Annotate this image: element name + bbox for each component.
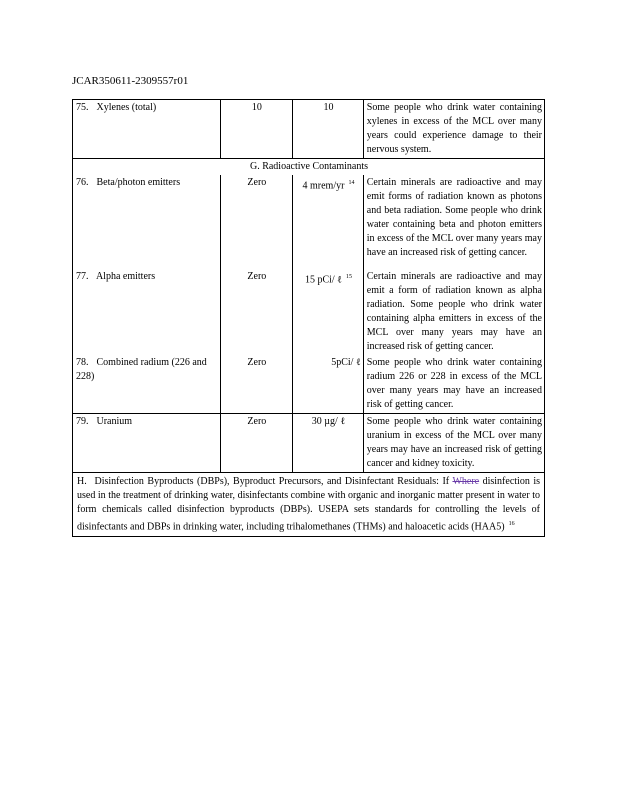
table-row [73, 414, 545, 473]
mcl-cell: 30 µg/ ℓ [293, 414, 364, 473]
mclg-cell: Zero [220, 269, 293, 355]
mcl-cell [293, 269, 364, 355]
mclg-cell: Zero [220, 355, 293, 414]
table-row [73, 355, 545, 414]
health-effect-cell: Some people who drink water containing radium 226 or 228 in excess of the MCL over many years may have an increased risk of getting cancer. [363, 355, 544, 414]
contaminant-name: Xylenes (total) [96, 102, 157, 113]
section-h-row [73, 473, 545, 537]
section-h-body: disinfection is used in the treatment of drinking water, disinfectants combine with organic and inorganic matter present in water to form chemicals called disinfection byproducts (DBPs). USEPA sets standards for controlling the levels of disinfectants and DBPs in drinking water, including trihalomethanes (THMs) and haloacetic acids (HAA5) [77, 476, 540, 533]
row-number: 76. [76, 177, 89, 188]
document-id: JCAR350611-2309557r01 [72, 75, 189, 87]
inserted-word: If [442, 476, 450, 487]
contaminant-cell [73, 175, 221, 261]
contaminant-name: Beta/photon emitters [96, 177, 181, 188]
table-row [73, 100, 545, 159]
mcl-cell [293, 175, 364, 261]
footnote-marker: 16 [508, 521, 515, 527]
section-heading-row [73, 159, 545, 176]
contaminant-cell [73, 269, 221, 355]
section-h-cell [73, 473, 545, 537]
table-row [73, 269, 545, 355]
mclg-cell: Zero [220, 414, 293, 473]
mcl-value: 4 mrem/yr [302, 180, 345, 192]
health-effect-cell: Certain minerals are radioactive and may emit forms of radiation known as photons and beta radiation. Some people who drink water containing beta and photon emitters in excess of the MCL over many years may have an increased risk of getting cancer. [363, 175, 544, 261]
row-spacer [73, 261, 545, 269]
contaminant-table [72, 99, 545, 537]
table-row [73, 175, 545, 261]
row-number: 78. [76, 357, 89, 368]
row-number: 75. [76, 102, 89, 113]
contaminant-cell [73, 100, 221, 159]
contaminant-name: Uranium [96, 416, 133, 427]
section-h-label: H. [77, 476, 87, 487]
health-effect-cell: Some people who drink water containing uranium in excess of the MCL over many years may have an increased risk of getting cancer and kidney toxicity. [363, 414, 544, 473]
contaminant-cell [73, 355, 221, 414]
mclg-cell: 10 [220, 100, 293, 159]
mclg-cell: Zero [220, 175, 293, 261]
footnote-marker: 14 [348, 180, 355, 186]
section-h-title: Disinfection Byproducts (DBPs), Byproduct Precursors, and Disinfectant Residuals: [94, 476, 439, 487]
mcl-value: 15 pCi/ ℓ [304, 274, 342, 286]
contaminant-cell [73, 414, 221, 473]
struck-word: Where [452, 476, 480, 487]
contaminant-name: Alpha emitters [95, 271, 156, 282]
section-g-heading: G. Radioactive Contaminants [73, 159, 545, 176]
row-number: 77. [76, 271, 89, 282]
mcl-cell: 10 [293, 100, 364, 159]
row-number: 79. [76, 416, 89, 427]
health-effect-cell: Certain minerals are radioactive and may emit a form of radiation known as alpha radiation. Some people who drink water containing alpha emitters in excess of the MCL over many years may have an increased risk of getting cancer. [363, 269, 544, 355]
health-effect-cell: Some people who drink water containing xylenes in excess of the MCL over many years could experience damage to their nervous system. [363, 100, 544, 159]
mcl-cell: 5pCi/ ℓ [293, 355, 364, 414]
contaminant-name: Combined radium (226 and 228) [76, 357, 207, 382]
footnote-marker: 15 [345, 274, 352, 280]
